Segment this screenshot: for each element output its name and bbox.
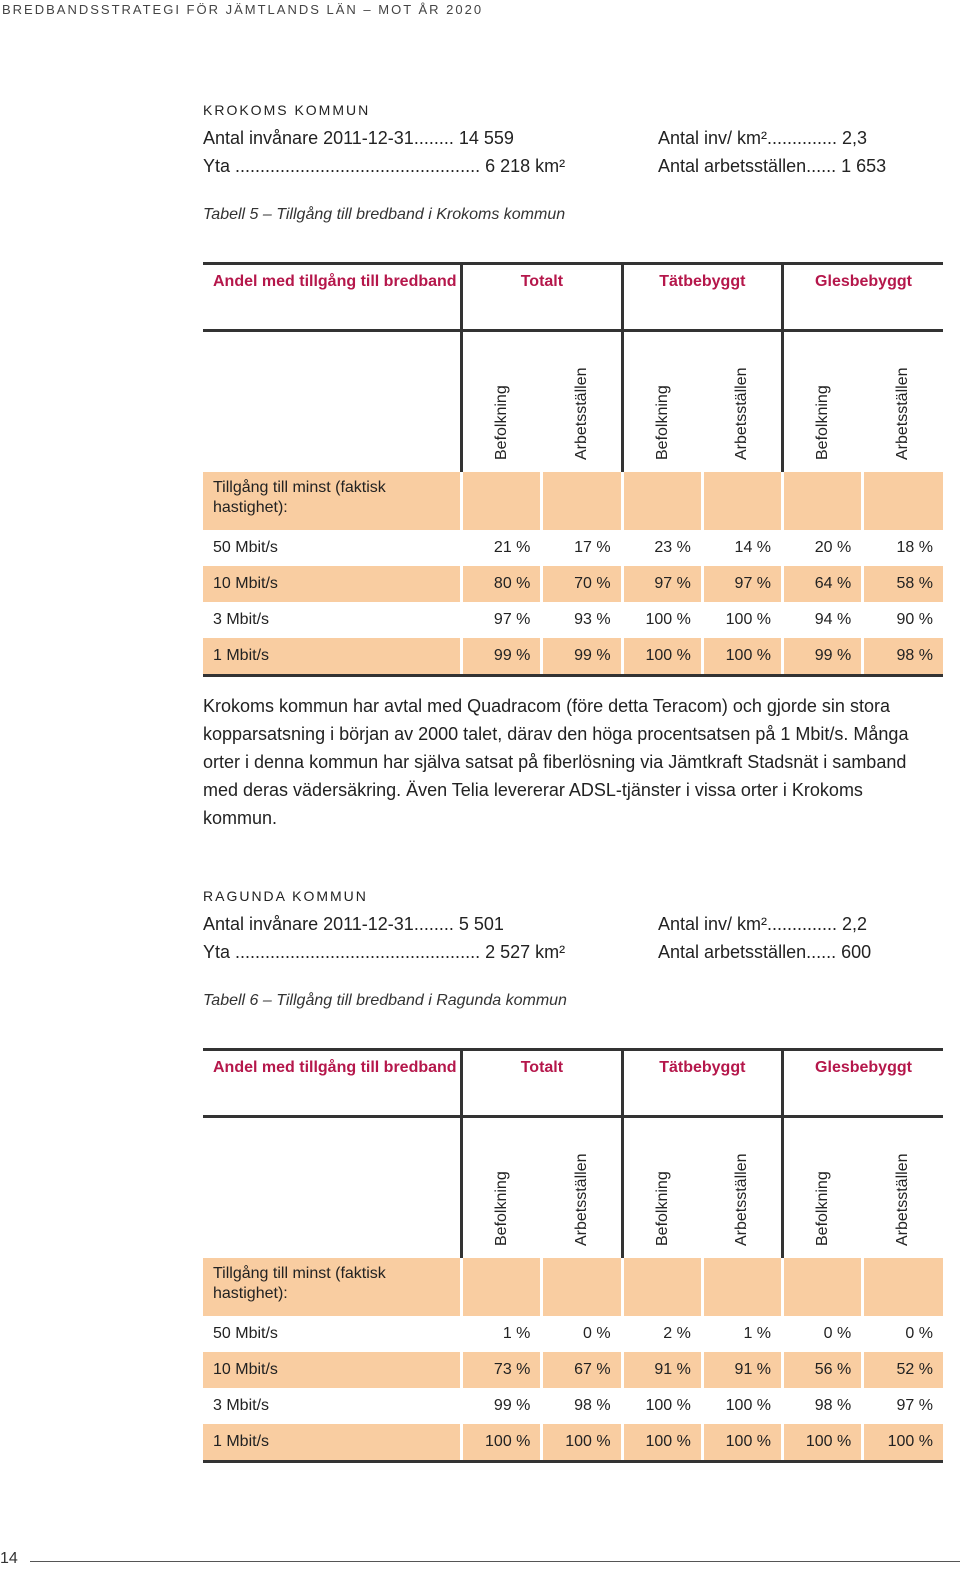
- table-cell: 18 %: [896, 539, 933, 556]
- table-cell: 2 %: [622, 1316, 702, 1352]
- fact-inhabitants: Antal invånare 2011-12-31........ 14 559: [203, 128, 514, 148]
- subcolumn-label: Befolkning: [814, 385, 832, 460]
- broadband-table-krokom: [203, 262, 943, 677]
- subheader-cell: [462, 1258, 542, 1316]
- table-cell: 58 %: [863, 566, 943, 602]
- subcolumn-label: Arbetsställen: [572, 367, 590, 460]
- subcolumn-header: [462, 1117, 542, 1259]
- table-row: [203, 1424, 943, 1462]
- group-header-tatbebyggt: Tätbebyggt: [622, 264, 782, 331]
- table-header-row: [203, 264, 943, 331]
- subcolumn-label: Befolkning: [653, 385, 671, 460]
- table-cell: 100 %: [783, 1424, 863, 1462]
- table-cell: 99 %: [462, 638, 542, 676]
- table-cell: 70 %: [542, 566, 622, 602]
- table-row: [203, 638, 943, 676]
- table-cell: 100 %: [863, 1424, 943, 1462]
- fact-workplaces: Antal arbetsställen...... 1 653: [658, 156, 887, 176]
- subheader-cell: [702, 472, 782, 530]
- table-cell: 100 %: [702, 1388, 782, 1424]
- subcolumn-header-row: [203, 331, 943, 473]
- table-cell: 91 %: [622, 1352, 702, 1388]
- table-row: [203, 1388, 943, 1424]
- subheader-row: [203, 1258, 943, 1316]
- table-cell: 97 %: [702, 566, 782, 602]
- subcolumn-label: Arbetsställen: [572, 1153, 590, 1246]
- subheader-cell: [622, 1258, 702, 1316]
- row-label: 10 Mbit/s: [203, 566, 462, 602]
- subcolumn-header-row: [203, 1117, 943, 1259]
- subcolumn-label: Arbetsställen: [894, 1153, 912, 1246]
- table-row: [203, 1352, 943, 1388]
- table-cell: 52 %: [863, 1352, 943, 1388]
- table-cell: 100 %: [622, 602, 702, 638]
- table-cell: 67 %: [542, 1352, 622, 1388]
- table-cell: 100 %: [622, 1424, 702, 1462]
- running-header: BREDBANDSSTRATEGI FÖR JÄMTLANDS LÄN – MOT ÅR 2020: [2, 2, 484, 17]
- footer-rule: [30, 1561, 960, 1562]
- page-number: 14: [0, 1550, 18, 1567]
- table-cell: 0 %: [542, 1316, 622, 1352]
- section-ragunda: [203, 888, 943, 1012]
- section-title: RAGUNDA KOMMUN: [203, 888, 368, 904]
- table-cell: 23 %: [622, 530, 702, 566]
- subheader-cell: [462, 472, 542, 530]
- fact-area: Yta ................................................. 6 218 km²: [203, 156, 566, 176]
- body-paragraph: Krokoms kommun har avtal med Quadracom (före detta Teracom) och gjorde sin stora kopparsatsning i början av 2000 talet, därav den höga procentsatsen på 1 Mbit/s. Många orter i denna kommun har själva satsat på fiberlösning via Jämtkraft Stadsnät i samband med deras vädersäkring. Även Telia levererar ADSL-tjänster i vissa orter i Krokoms kommun.: [203, 696, 909, 828]
- row-label: 1 Mbit/s: [203, 1424, 462, 1462]
- table-cell: 20 %: [783, 530, 863, 566]
- subheader-row: [203, 472, 943, 530]
- table-caption: Tabell 5 – Tillgång till bredband i Krokoms kommun: [203, 206, 566, 223]
- table-cell: 98 %: [863, 638, 943, 676]
- row-label: 50 Mbit/s: [203, 1316, 462, 1352]
- table-cell: 99 %: [542, 638, 622, 676]
- table-cell: 73 %: [462, 1352, 542, 1388]
- facts-block: [203, 124, 943, 182]
- table-cell: 99 %: [783, 638, 863, 676]
- subcolumn-header: [702, 331, 782, 473]
- table-cell: 0 %: [905, 1325, 933, 1342]
- table-cell: 100 %: [702, 1424, 782, 1462]
- subcolumn-label: Arbetsställen: [732, 1153, 750, 1246]
- subheader-cell: [622, 472, 702, 530]
- table-cell: 64 %: [783, 566, 863, 602]
- table-row: [203, 1316, 943, 1352]
- table-cell: 14 %: [702, 530, 782, 566]
- subcolumn-header: [622, 1117, 702, 1259]
- table-cell: 17 %: [542, 530, 622, 566]
- subcolumn-header: [863, 1117, 943, 1259]
- row-label: 10 Mbit/s: [203, 1352, 462, 1388]
- fact-area: Yta ................................................. 2 527 km²: [203, 942, 566, 962]
- table-cell: 97 %: [896, 1397, 933, 1414]
- fact-workplaces: Antal arbetsställen...... 600: [658, 942, 872, 962]
- broadband-table-ragunda: [203, 1048, 943, 1463]
- section-krokom: [203, 102, 943, 226]
- table-cell: 80 %: [462, 566, 542, 602]
- subheader-cell: [702, 1258, 782, 1316]
- table-cell: 97 %: [622, 566, 702, 602]
- subcolumn-header-blank: [203, 1117, 462, 1259]
- table-cell: 1 %: [702, 1316, 782, 1352]
- table-header-row: [203, 1050, 943, 1117]
- row-label: 3 Mbit/s: [203, 1388, 462, 1424]
- table-cell: 98 %: [783, 1388, 863, 1424]
- table-cell: 21 %: [462, 530, 542, 566]
- row-label: 3 Mbit/s: [203, 602, 462, 638]
- subcolumn-header: [783, 1117, 863, 1259]
- table-cell: 100 %: [702, 638, 782, 676]
- table-cell: 93 %: [542, 602, 622, 638]
- subcolumn-header: [622, 331, 702, 473]
- subcolumn-label: Arbetsställen: [894, 367, 912, 460]
- table-cell: 100 %: [622, 638, 702, 676]
- subcolumn-label: Befolkning: [493, 385, 511, 460]
- table-row: [203, 602, 943, 638]
- group-header-glesbebyggt: Glesbebyggt: [783, 264, 943, 331]
- subcolumn-header: [863, 331, 943, 473]
- subcolumn-header: [542, 331, 622, 473]
- table-cell: 56 %: [783, 1352, 863, 1388]
- table-cell: 1 %: [462, 1316, 542, 1352]
- table-row: [203, 530, 943, 566]
- subcolumn-label: Befolkning: [653, 1171, 671, 1246]
- table-caption: Tabell 6 – Tillgång till bredband i Ragunda kommun: [203, 992, 567, 1009]
- subheader-cell: [542, 1258, 622, 1316]
- subcolumn-header: [702, 1117, 782, 1259]
- section-title: KROKOMS KOMMUN: [203, 102, 371, 118]
- fact-density: Antal inv/ km².............. 2,2: [658, 914, 868, 934]
- group-header-totalt: Totalt: [462, 264, 622, 331]
- subcolumn-label: Befolkning: [814, 1171, 832, 1246]
- table-cell: 91 %: [702, 1352, 782, 1388]
- table-cell: 100 %: [462, 1424, 542, 1462]
- subcolumn-header-blank: [203, 331, 462, 473]
- table-row: [203, 566, 943, 602]
- table-cell: 90 %: [896, 611, 933, 628]
- row-label: 1 Mbit/s: [203, 638, 462, 676]
- row-label: 50 Mbit/s: [203, 530, 462, 566]
- table-cell: 0 %: [783, 1316, 863, 1352]
- table-cell: 100 %: [622, 1388, 702, 1424]
- group-header-tatbebyggt: Tätbebyggt: [622, 1050, 782, 1117]
- group-header-totalt: Totalt: [462, 1050, 622, 1117]
- fact-density: Antal inv/ km².............. 2,3: [658, 128, 868, 148]
- subheader-cell: [783, 1258, 863, 1316]
- group-header-glesbebyggt: Glesbebyggt: [783, 1050, 943, 1117]
- subheader-cell: [783, 472, 863, 530]
- table-cell: 98 %: [542, 1388, 622, 1424]
- subheader-label: Tillgång till minst (faktisk hastighet):: [203, 472, 462, 530]
- subcolumn-label: Arbetsställen: [732, 367, 750, 460]
- subheader-cell: [863, 472, 943, 530]
- subcolumn-header: [542, 1117, 622, 1259]
- header-label: Andel med tillgång till bredband: [203, 1050, 462, 1117]
- table-cell: 99 %: [462, 1388, 542, 1424]
- subheader-cell: [542, 472, 622, 530]
- table-cell: 97 %: [462, 602, 542, 638]
- subcolumn-label: Befolkning: [493, 1171, 511, 1246]
- subheader-cell: [863, 1258, 943, 1316]
- table-cell: 94 %: [783, 602, 863, 638]
- table-cell: 100 %: [702, 602, 782, 638]
- subcolumn-header: [462, 331, 542, 473]
- subcolumn-header: [783, 331, 863, 473]
- facts-block: [203, 910, 943, 968]
- subheader-label: Tillgång till minst (faktisk hastighet):: [203, 1258, 462, 1316]
- table-cell: 100 %: [542, 1424, 622, 1462]
- fact-inhabitants: Antal invånare 2011-12-31........ 5 501: [203, 914, 504, 934]
- header-label: Andel med tillgång till bredband: [203, 264, 462, 331]
